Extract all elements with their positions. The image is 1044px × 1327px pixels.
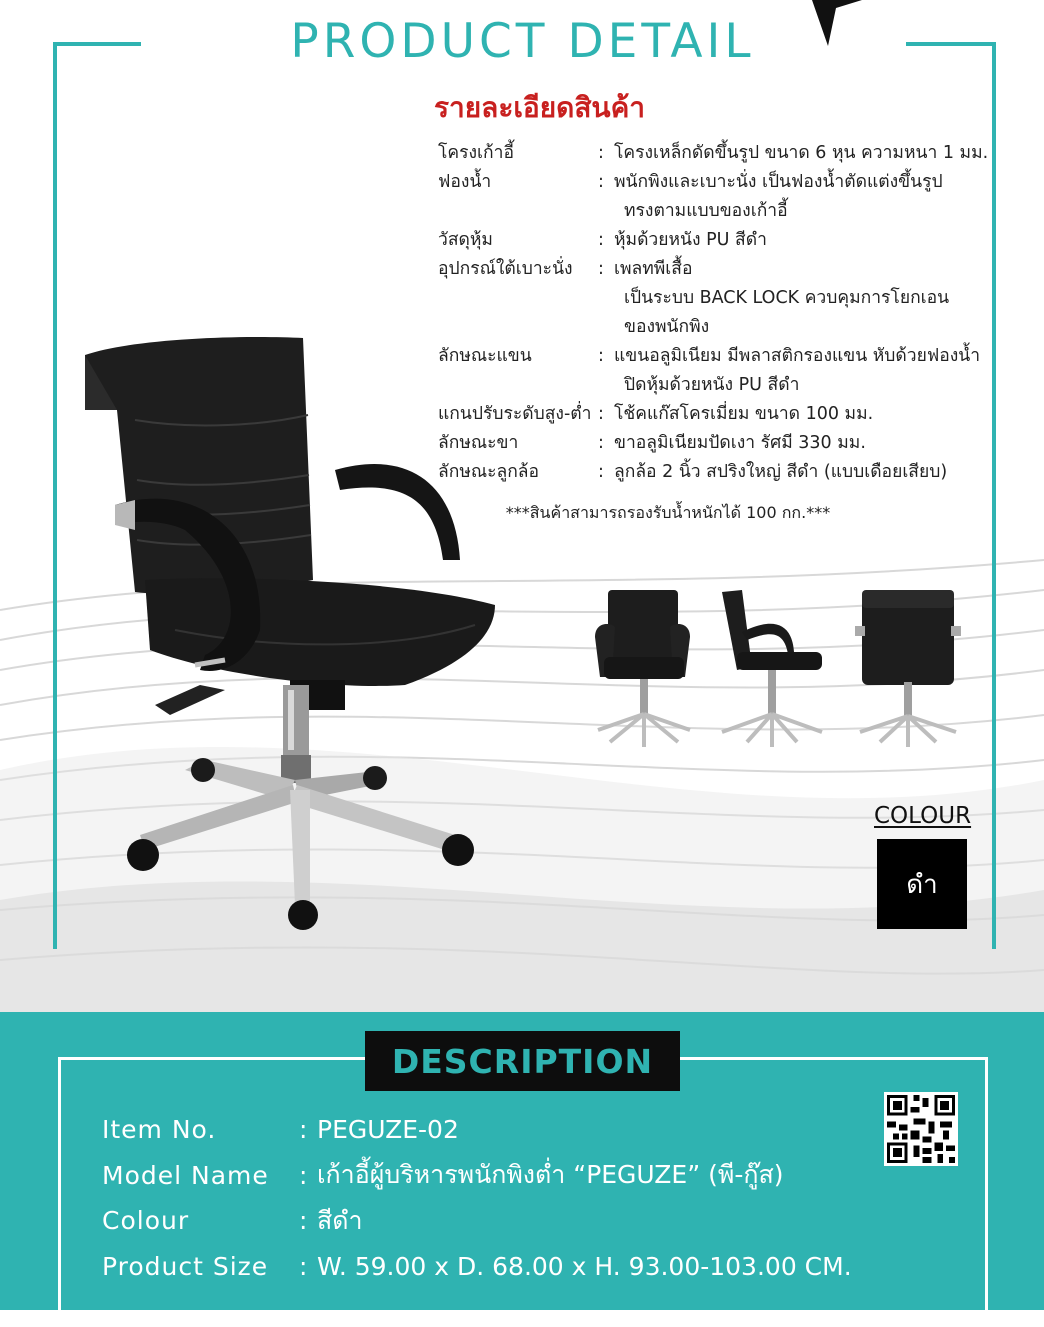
description-list bbox=[102, 1107, 962, 1289]
spec-value: เป็นระบบ BACK LOCK ควบคุมการโยกเอน bbox=[624, 288, 950, 308]
spec-value: โครงเหล็กดัดขึ้นรูป ขนาด 6 หุน ความหนา 1 มม. bbox=[614, 143, 989, 163]
weight-capacity-note: ***สินค้าสามารถรองรับน้ำหนักได้ 100 กก.*** bbox=[505, 503, 831, 522]
colour-label: COLOUR bbox=[874, 803, 972, 829]
section-subtitle: รายละเอียดสินค้า bbox=[434, 91, 646, 124]
spec-value: ทรงตามแบบของเก้าอี้ bbox=[624, 201, 788, 221]
description-value: W. 59.00 x D. 68.00 x H. 93.00-103.00 CM. bbox=[317, 1251, 852, 1281]
description-label: Model Name bbox=[102, 1160, 269, 1190]
spec-label: วัสดุหุ้ม bbox=[438, 230, 493, 250]
frame-line-top-left bbox=[53, 42, 141, 46]
chair-thumbnail-back bbox=[850, 582, 970, 752]
spec-row: อุปกรณ์ใต้เบาะนั่ง : เพลทพีเสื้อ เป็นระบบ BACK LOCK ควบคุมการโยกเอน ของพนักพิง bbox=[438, 255, 998, 342]
chair-thumbnail-side bbox=[712, 582, 832, 752]
spec-row: โครงเก้าอี้ : โครงเหล็กดัดขึ้นรูป ขนาด 6 หุน ความหนา 1 มม. bbox=[438, 139, 998, 168]
description-row: Model Name : เก้าอี้ผู้บริหารพนักพิงต่ำ “PEGUZE” (พี-กู๊ส) bbox=[102, 1153, 962, 1199]
description-heading: DESCRIPTION bbox=[365, 1031, 680, 1091]
spec-label: ลักษณะแขน bbox=[438, 346, 532, 366]
frame-line-top-right bbox=[906, 42, 996, 46]
spec-label: แกนปรับระดับสูง-ต่ำ bbox=[438, 404, 592, 424]
spec-row: ลักษณะแขน : แขนอลูมิเนียม มีพลาสติกรองแขน หับด้วยฟองน้ำ ปิดหุ้มด้วยหนัง PU สีดำ bbox=[438, 342, 998, 400]
spec-value: ปิดหุ้มด้วยหนัง PU สีดำ bbox=[624, 375, 800, 395]
spec-value: ขาอลูมิเนียมปัดเงา รัศมี 330 มม. bbox=[614, 433, 866, 453]
spec-label: โครงเก้าอี้ bbox=[438, 143, 514, 163]
spec-value: หุ้มด้วยหนัง PU สีดำ bbox=[614, 230, 767, 250]
spec-row: ลักษณะขา : ขาอลูมิเนียมปัดเงา รัศมี 330 มม. bbox=[438, 429, 998, 458]
description-label: Colour bbox=[102, 1206, 190, 1236]
frame-line-left bbox=[53, 42, 57, 949]
description-label: Product Size bbox=[102, 1251, 269, 1281]
description-value: เก้าอี้ผู้บริหารพนักพิงต่ำ “PEGUZE” (พี-กู๊ส) bbox=[317, 1160, 784, 1190]
spec-label: ฟองน้ำ bbox=[438, 172, 492, 192]
spec-row: ฟองน้ำ : พนักพิงและเบาะนั่ง เป็นฟองน้ำตัดแต่งขึ้นรูป ทรงตามแบบของเก้าอี้ bbox=[438, 168, 998, 226]
spec-value: ของพนักพิง bbox=[624, 317, 710, 337]
page-title: PRODUCT DETAIL bbox=[290, 14, 755, 69]
description-value: สีดำ bbox=[317, 1205, 363, 1235]
spec-value: ลูกล้อ 2 นิ้ว สปริงใหญ่ สีดำ (แบบเดือยเสียบ) bbox=[614, 462, 948, 482]
spec-row: แกนปรับระดับสูง-ต่ำ : โช้คแก๊สโครเมี่ยม ขนาด 100 มม. bbox=[438, 400, 998, 429]
spec-list bbox=[438, 139, 998, 487]
office-chair-image bbox=[75, 330, 495, 940]
spec-label: ลักษณะลูกล้อ bbox=[438, 462, 540, 482]
colour-swatch: ดำ bbox=[877, 839, 967, 929]
description-row: Item No. : PEGUZE-02 bbox=[102, 1107, 962, 1153]
spec-row: ลักษณะลูกล้อ : ลูกล้อ 2 นิ้ว สปริงใหญ่ สีดำ (แบบเดือยเสียบ) bbox=[438, 458, 998, 487]
spec-label: อุปกรณ์ใต้เบาะนั่ง bbox=[438, 259, 573, 279]
description-row: Product Size : W. 59.00 x D. 68.00 x H. 93.00-103.00 CM. bbox=[102, 1244, 962, 1290]
spec-value: โช้คแก๊สโครเมี่ยม ขนาด 100 มม. bbox=[614, 404, 874, 424]
spec-row: วัสดุหุ้ม : หุ้มด้วยหนัง PU สีดำ bbox=[438, 226, 998, 255]
description-value: PEGUZE-02 bbox=[317, 1115, 459, 1145]
description-row: Colour : สีดำ bbox=[102, 1198, 962, 1244]
spec-value: แขนอลูมิเนียม มีพลาสติกรองแขน หับด้วยฟองน้ำ bbox=[614, 346, 981, 366]
qr-code-icon[interactable] bbox=[884, 1092, 958, 1166]
description-label: Item No. bbox=[102, 1115, 217, 1145]
spec-value: เพลทพีเสื้อ bbox=[614, 259, 693, 279]
spec-label: ลักษณะขา bbox=[438, 433, 519, 453]
chair-thumbnail-front bbox=[590, 582, 710, 752]
spec-value: พนักพิงและเบาะนั่ง เป็นฟองน้ำตัดแต่งขึ้นรูป bbox=[614, 172, 943, 192]
